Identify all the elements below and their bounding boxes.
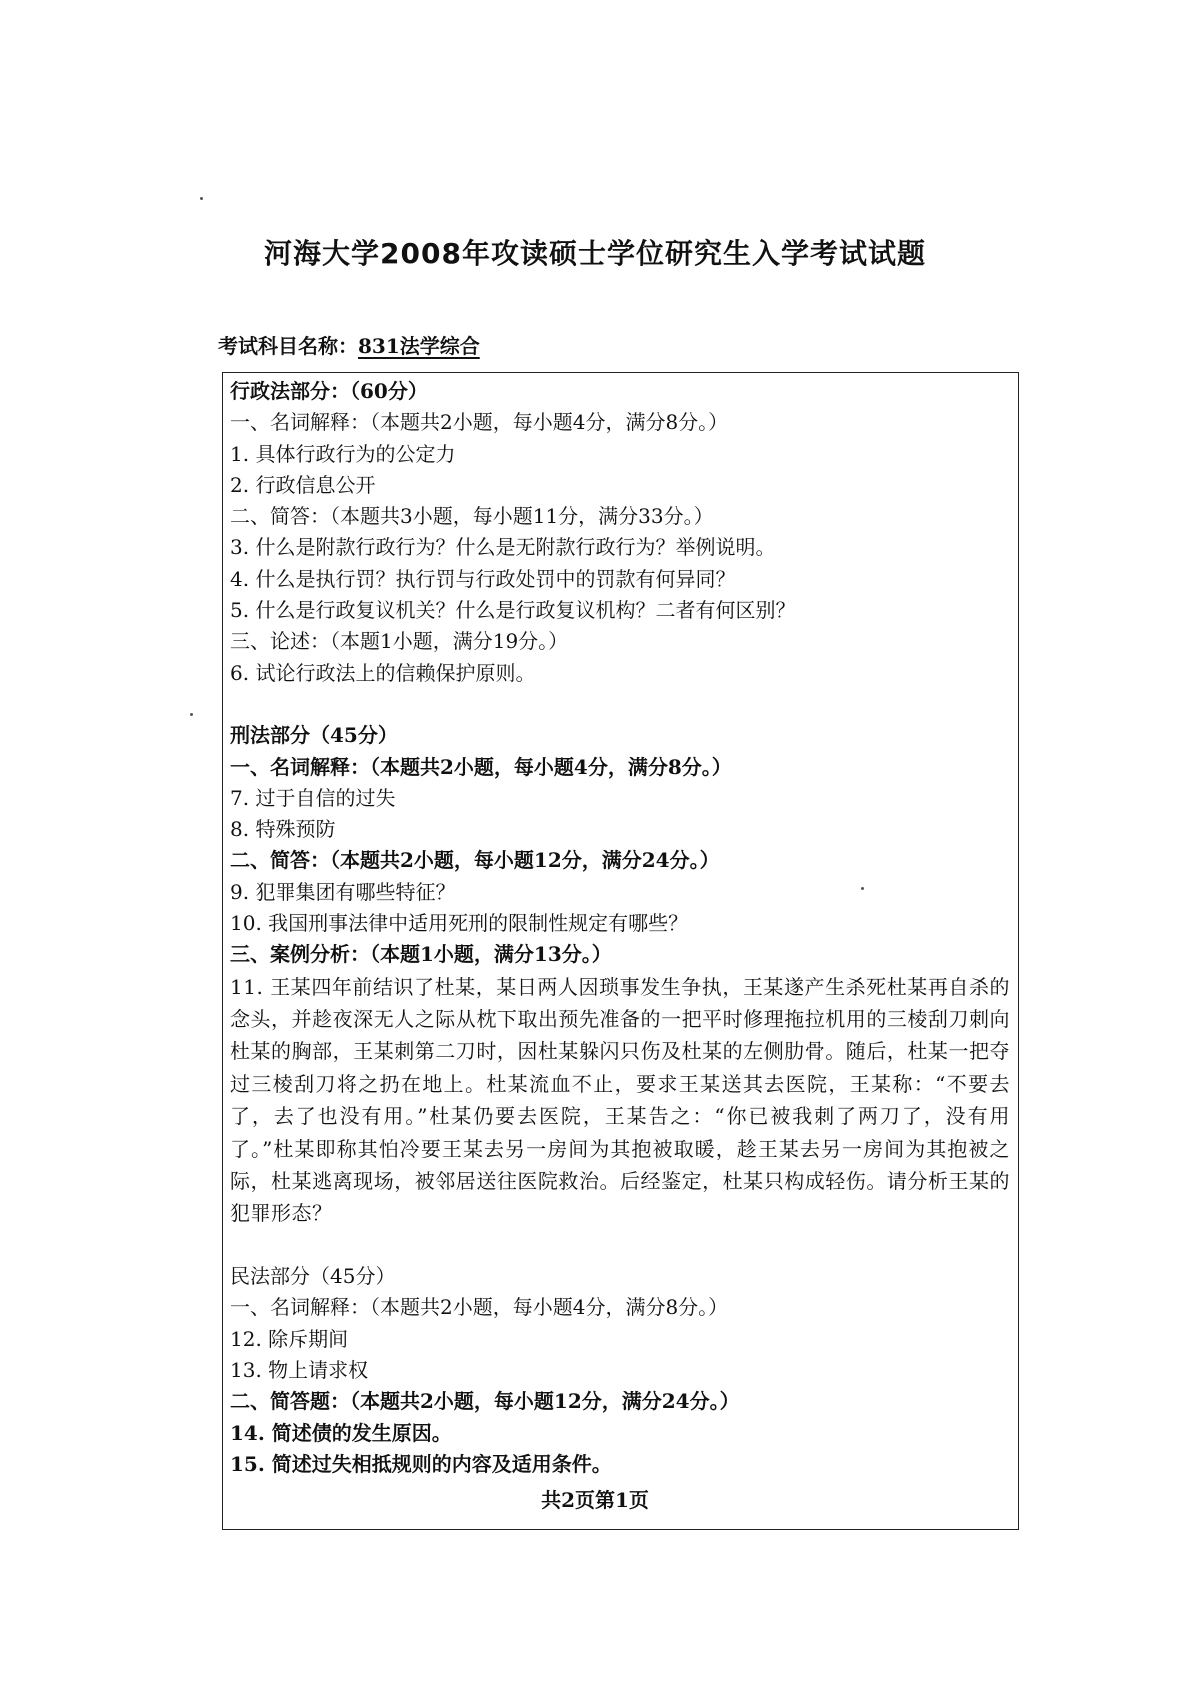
scan-speck xyxy=(200,197,203,200)
admin-section-1-heading: 一、名词解释：（本题共2小题，每小题4分，满分8分。） xyxy=(230,410,729,435)
question-11: 11. 王某四年前结识了杜某，某日两人因琐事发生争执，王某遂产生杀死杜某再自杀的念头，并趁夜深无人之际从枕下取出预先准备的一把平时修理拖拉机用的三棱刮刀刺向杜某的胸部，王某刺第二刀时，因杜某躲闪只伤及杜某的左侧肋骨。随后，杜某一把夺过三棱刮刀将之扔在地上。杜某流血不止，要求王某送其去医院，王某称：“不要去了，去了也没有用。”杜某仍要去医院，王某告之：“你已被我刺了两刀了，没有用了。”杜某即称其怕冷要王某去另一房间为其抱被取暖，趁王某去另一房间为其抱被之际，杜某逃离现场，被邻居送往医院救治。后经鉴定，杜某只构成轻伤。请分析王某的犯罪形态？ xyxy=(230,974,1010,1226)
criminal-section-1-heading: 一、名词解释：（本题共2小题，每小题4分，满分8分。） xyxy=(230,754,732,779)
exam-subject xyxy=(218,330,480,359)
question-9: 9. 犯罪集团有哪些特征？ xyxy=(230,879,456,904)
question-content xyxy=(230,376,1010,1480)
question-1: 1. 具体行政行为的公定力 xyxy=(230,441,456,466)
question-2: 2. 行政信息公开 xyxy=(230,472,376,497)
exam-title: 河海大学2008年攻读硕士学位研究生入学考试试题 xyxy=(264,237,926,270)
criminal-law-heading: 刑法部分（45分） xyxy=(230,723,398,748)
question-5: 5. 什么是行政复议机关？什么是行政复议机构？二者有何区别？ xyxy=(230,598,796,623)
question-12: 12. 除斥期间 xyxy=(230,1326,349,1351)
civil-law-heading: 民法部分（45分） xyxy=(230,1264,396,1289)
question-7: 7. 过于自信的过失 xyxy=(230,785,396,810)
question-4: 4. 什么是执行罚？执行罚与行政处罚中的罚款有何异同？ xyxy=(230,566,736,591)
subject-value: 831法学综合 xyxy=(358,334,480,358)
scan-speck xyxy=(190,713,193,716)
section-spacer xyxy=(230,689,1010,720)
admin-section-3-heading: 三、论述：（本题1小题，满分19分。） xyxy=(230,629,569,654)
question-8: 8. 特殊预防 xyxy=(230,817,336,842)
question-6: 6. 试论行政法上的信赖保护原则。 xyxy=(230,660,536,685)
question-14: 14. 简述债的发生原因。 xyxy=(230,1420,452,1445)
civil-section-2-heading: 二、简答题：（本题共2小题，每小题12分，满分24分。） xyxy=(230,1389,740,1414)
question-13: 13. 物上请求权 xyxy=(230,1358,369,1383)
subject-label: 考试科目名称： xyxy=(218,334,358,358)
page-footer: 共2页第1页 xyxy=(541,1488,649,1512)
admin-section-2-heading: 二、简答：（本题共3小题，每小题11分，满分33分。） xyxy=(230,504,714,529)
criminal-section-3-heading: 三、案例分析：（本题1小题，满分13分。） xyxy=(230,942,612,967)
question-15: 15. 简述过失相抵规则的内容及适用条件。 xyxy=(230,1451,612,1476)
question-3: 3. 什么是附款行政行为？什么是无附款行政行为？举例说明。 xyxy=(230,535,776,560)
civil-section-1-heading: 一、名词解释：（本题共2小题，每小题4分，满分8分。） xyxy=(230,1295,729,1320)
question-10: 10. 我国刑事法律中适用死刑的限制性规定有哪些？ xyxy=(230,911,689,936)
section-spacer xyxy=(230,1230,1010,1261)
admin-law-heading: 行政法部分：（60分） xyxy=(230,379,428,403)
criminal-section-2-heading: 二、简答：（本题共2小题，每小题12分，满分24分。） xyxy=(230,848,720,873)
